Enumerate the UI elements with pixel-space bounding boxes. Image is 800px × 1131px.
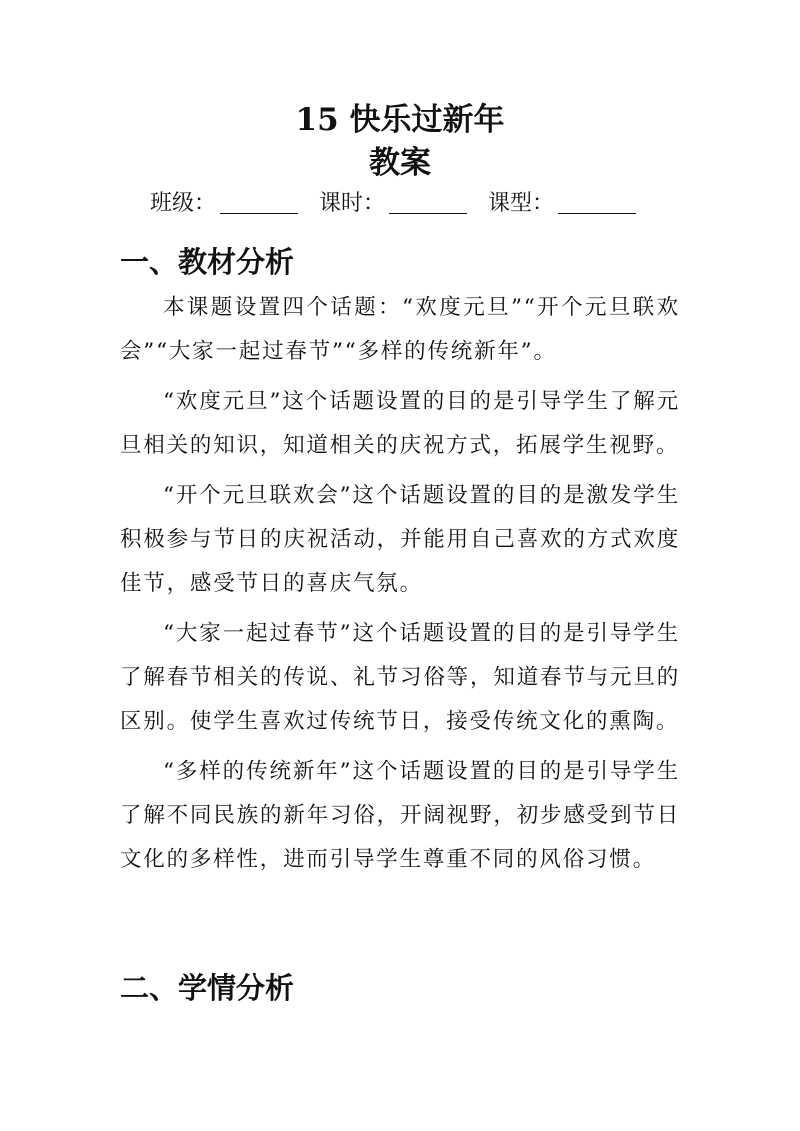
material-analysis-body — [120, 286, 680, 888]
meta-period-blank — [389, 189, 467, 214]
meta-row — [150, 185, 690, 223]
paragraph-spring-festival: “大家一起过春节”这个话题设置的目的是引导学生了解春节相关的传说、礼节习俗等，知道春节与元旦的区别。使学生喜欢过传统节日，接受传统文化的熏陶。 — [120, 621, 680, 734]
paragraph-traditional-new-year: “多样的传统新年”这个话题设置的目的是引导学生了解不同民族的新年习俗，开阔视野，初步感受到节日文化的多样性，进而引导学生尊重不同的风俗习惯。 — [120, 759, 680, 872]
paragraph-party: “开个元旦联欢会”这个话题设置的目的是激发学生积极参与节日的庆祝活动，并能用自己喜欢的方式欢度佳节，感受节日的喜庆气氛。 — [120, 483, 680, 596]
meta-type-label: 课型： — [488, 191, 555, 216]
meta-class-label: 班级： — [150, 191, 217, 216]
document-subtitle: 教案 — [369, 145, 431, 181]
meta-class-blank — [220, 189, 298, 214]
meta-period — [319, 185, 467, 223]
meta-type-blank — [558, 189, 636, 214]
section-heading-material-analysis: 一、教材分析 — [120, 245, 295, 279]
meta-period-label: 课时： — [319, 191, 386, 216]
meta-class — [150, 185, 298, 223]
paragraph-new-year-day: “欢度元旦”这个话题设置的目的是引导学生了解元旦相关的知识，知道相关的庆祝方式，拓展学生视野。 — [120, 389, 680, 458]
document-title: 15 快乐过新年 — [295, 102, 505, 138]
paragraph-overview: 本课题设置四个话题：“欢度元旦”“开个元旦联欢会”“大家一起过春节”“多样的传统新年”。 — [120, 295, 680, 364]
meta-type — [488, 185, 636, 223]
section-heading-learner-analysis: 二、学情分析 — [120, 971, 295, 1005]
